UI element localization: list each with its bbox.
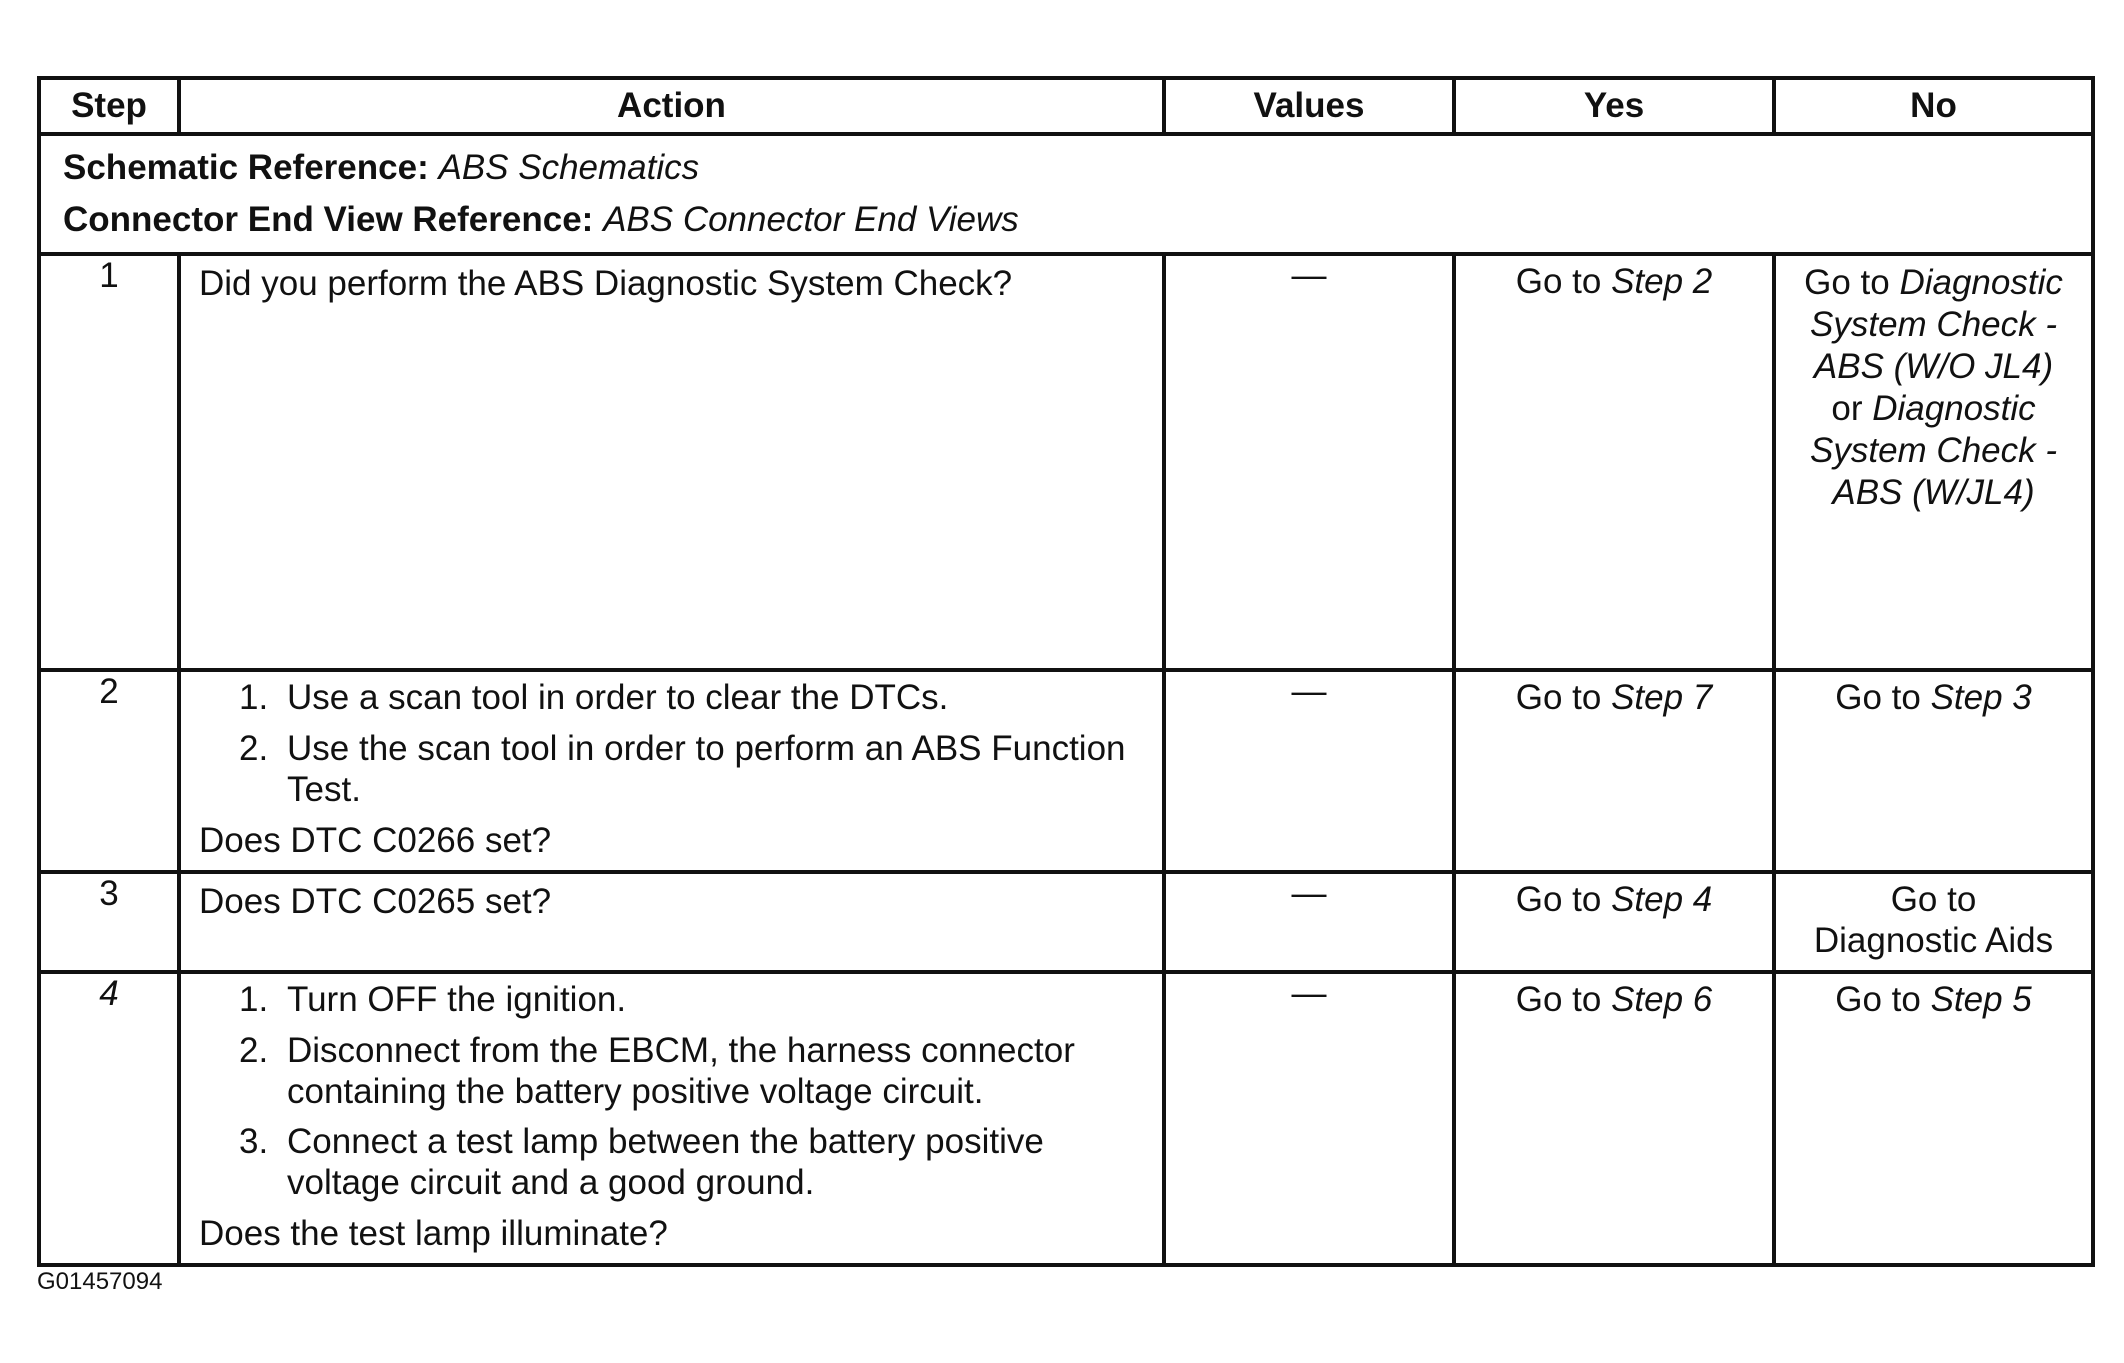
values-cell: — [1164,670,1454,872]
reference-cell [39,134,2093,254]
no-prefix: Go to [1890,879,1977,919]
schematic-reference-label: Schematic Reference: [63,148,429,187]
header-row [39,78,2093,134]
action-cell [179,670,1164,872]
table-row [39,254,2093,670]
yes-cell [1454,670,1774,872]
table-row [39,670,2093,872]
list-item: 3. Connect a test lamp between the battery positive voltage circuit and a good ground. [239,1122,1044,1203]
yes-cell [1454,872,1774,972]
no-or: or [1831,389,1863,428]
no-cell [1774,872,2093,972]
header-values: Values [1164,78,1454,134]
connector-reference-link[interactable]: ABS Connector End Views [603,200,1019,239]
connector-reference [63,194,2069,246]
yes-step-link[interactable]: Step 2 [1611,262,1713,301]
values-cell: — [1164,972,1454,1266]
schematic-reference-link[interactable]: ABS Schematics [438,148,700,187]
action-list [199,980,1144,1205]
diagnostic-table [37,76,2095,1267]
list-item: 1. Turn OFF the ignition. [239,979,627,1019]
no-cell [1774,670,2093,872]
list-item: 1. Use a scan tool in order to clear the DTCs. [239,678,949,717]
no-cell [1774,972,2093,1266]
values-cell: — [1164,872,1454,972]
table-row [39,972,2093,1266]
action-question: Did you perform the ABS Diagnostic System Check? [199,264,1013,303]
values-cell: — [1164,254,1454,670]
yes-step-link[interactable]: Step 7 [1611,678,1713,717]
no-prefix: Go to [1835,979,1921,1019]
step-number: 3 [39,872,179,972]
yes-prefix: Go to [1515,979,1602,1019]
action-cell [179,872,1164,972]
header-action: Action [179,78,1164,134]
list-item: 2. Disconnect from the EBCM, the harness connector containing the battery positive voltage circuit. [239,1030,1075,1111]
schematic-reference [63,142,2069,194]
header-yes: Yes [1454,78,1774,134]
yes-cell [1454,972,1774,1266]
yes-prefix: Go to [1515,678,1602,717]
action-question: Does the test lamp illuminate? [199,1214,668,1254]
reference-row [39,134,2093,254]
no-prefix: Go to [1804,263,1890,302]
list-item: 2. Use the scan tool in order to perform an ABS Function Test. [239,728,1126,809]
step-number: 1 [39,254,179,670]
no-step-link[interactable]: Step 5 [1930,979,2032,1019]
no-cell [1774,254,2093,670]
action-question: Does DTC C0266 set? [199,820,552,860]
no-diagnostic-aids-link[interactable]: Diagnostic Aids [1813,920,2054,960]
no-diagnostic-link-wo-jl4[interactable]: Diagnostic System Check - ABS (W/O JL4) [1810,263,2063,386]
connector-reference-label: Connector End View Reference: [63,200,594,239]
action-question: Does DTC C0265 set? [199,881,552,921]
no-step-link[interactable]: Step 3 [1930,678,2032,717]
yes-step-link[interactable]: Step 4 [1611,879,1713,919]
step-number: 4 [39,972,179,1266]
no-diagnostic-link-w-jl4[interactable]: Diagnostic System Check - ABS (W/JL4) [1810,389,2057,512]
figure-id: G01457094 [37,1268,163,1295]
yes-cell [1454,254,1774,670]
action-cell [179,972,1164,1266]
header-step: Step [39,78,179,134]
table-row [39,872,2093,972]
header-no: No [1774,78,2093,134]
yes-prefix: Go to [1515,879,1602,919]
yes-step-link[interactable]: Step 6 [1611,979,1713,1019]
action-cell [179,254,1164,670]
action-list [199,678,1144,811]
step-number: 2 [39,670,179,872]
no-prefix: Go to [1835,678,1921,717]
yes-prefix: Go to [1515,262,1602,301]
